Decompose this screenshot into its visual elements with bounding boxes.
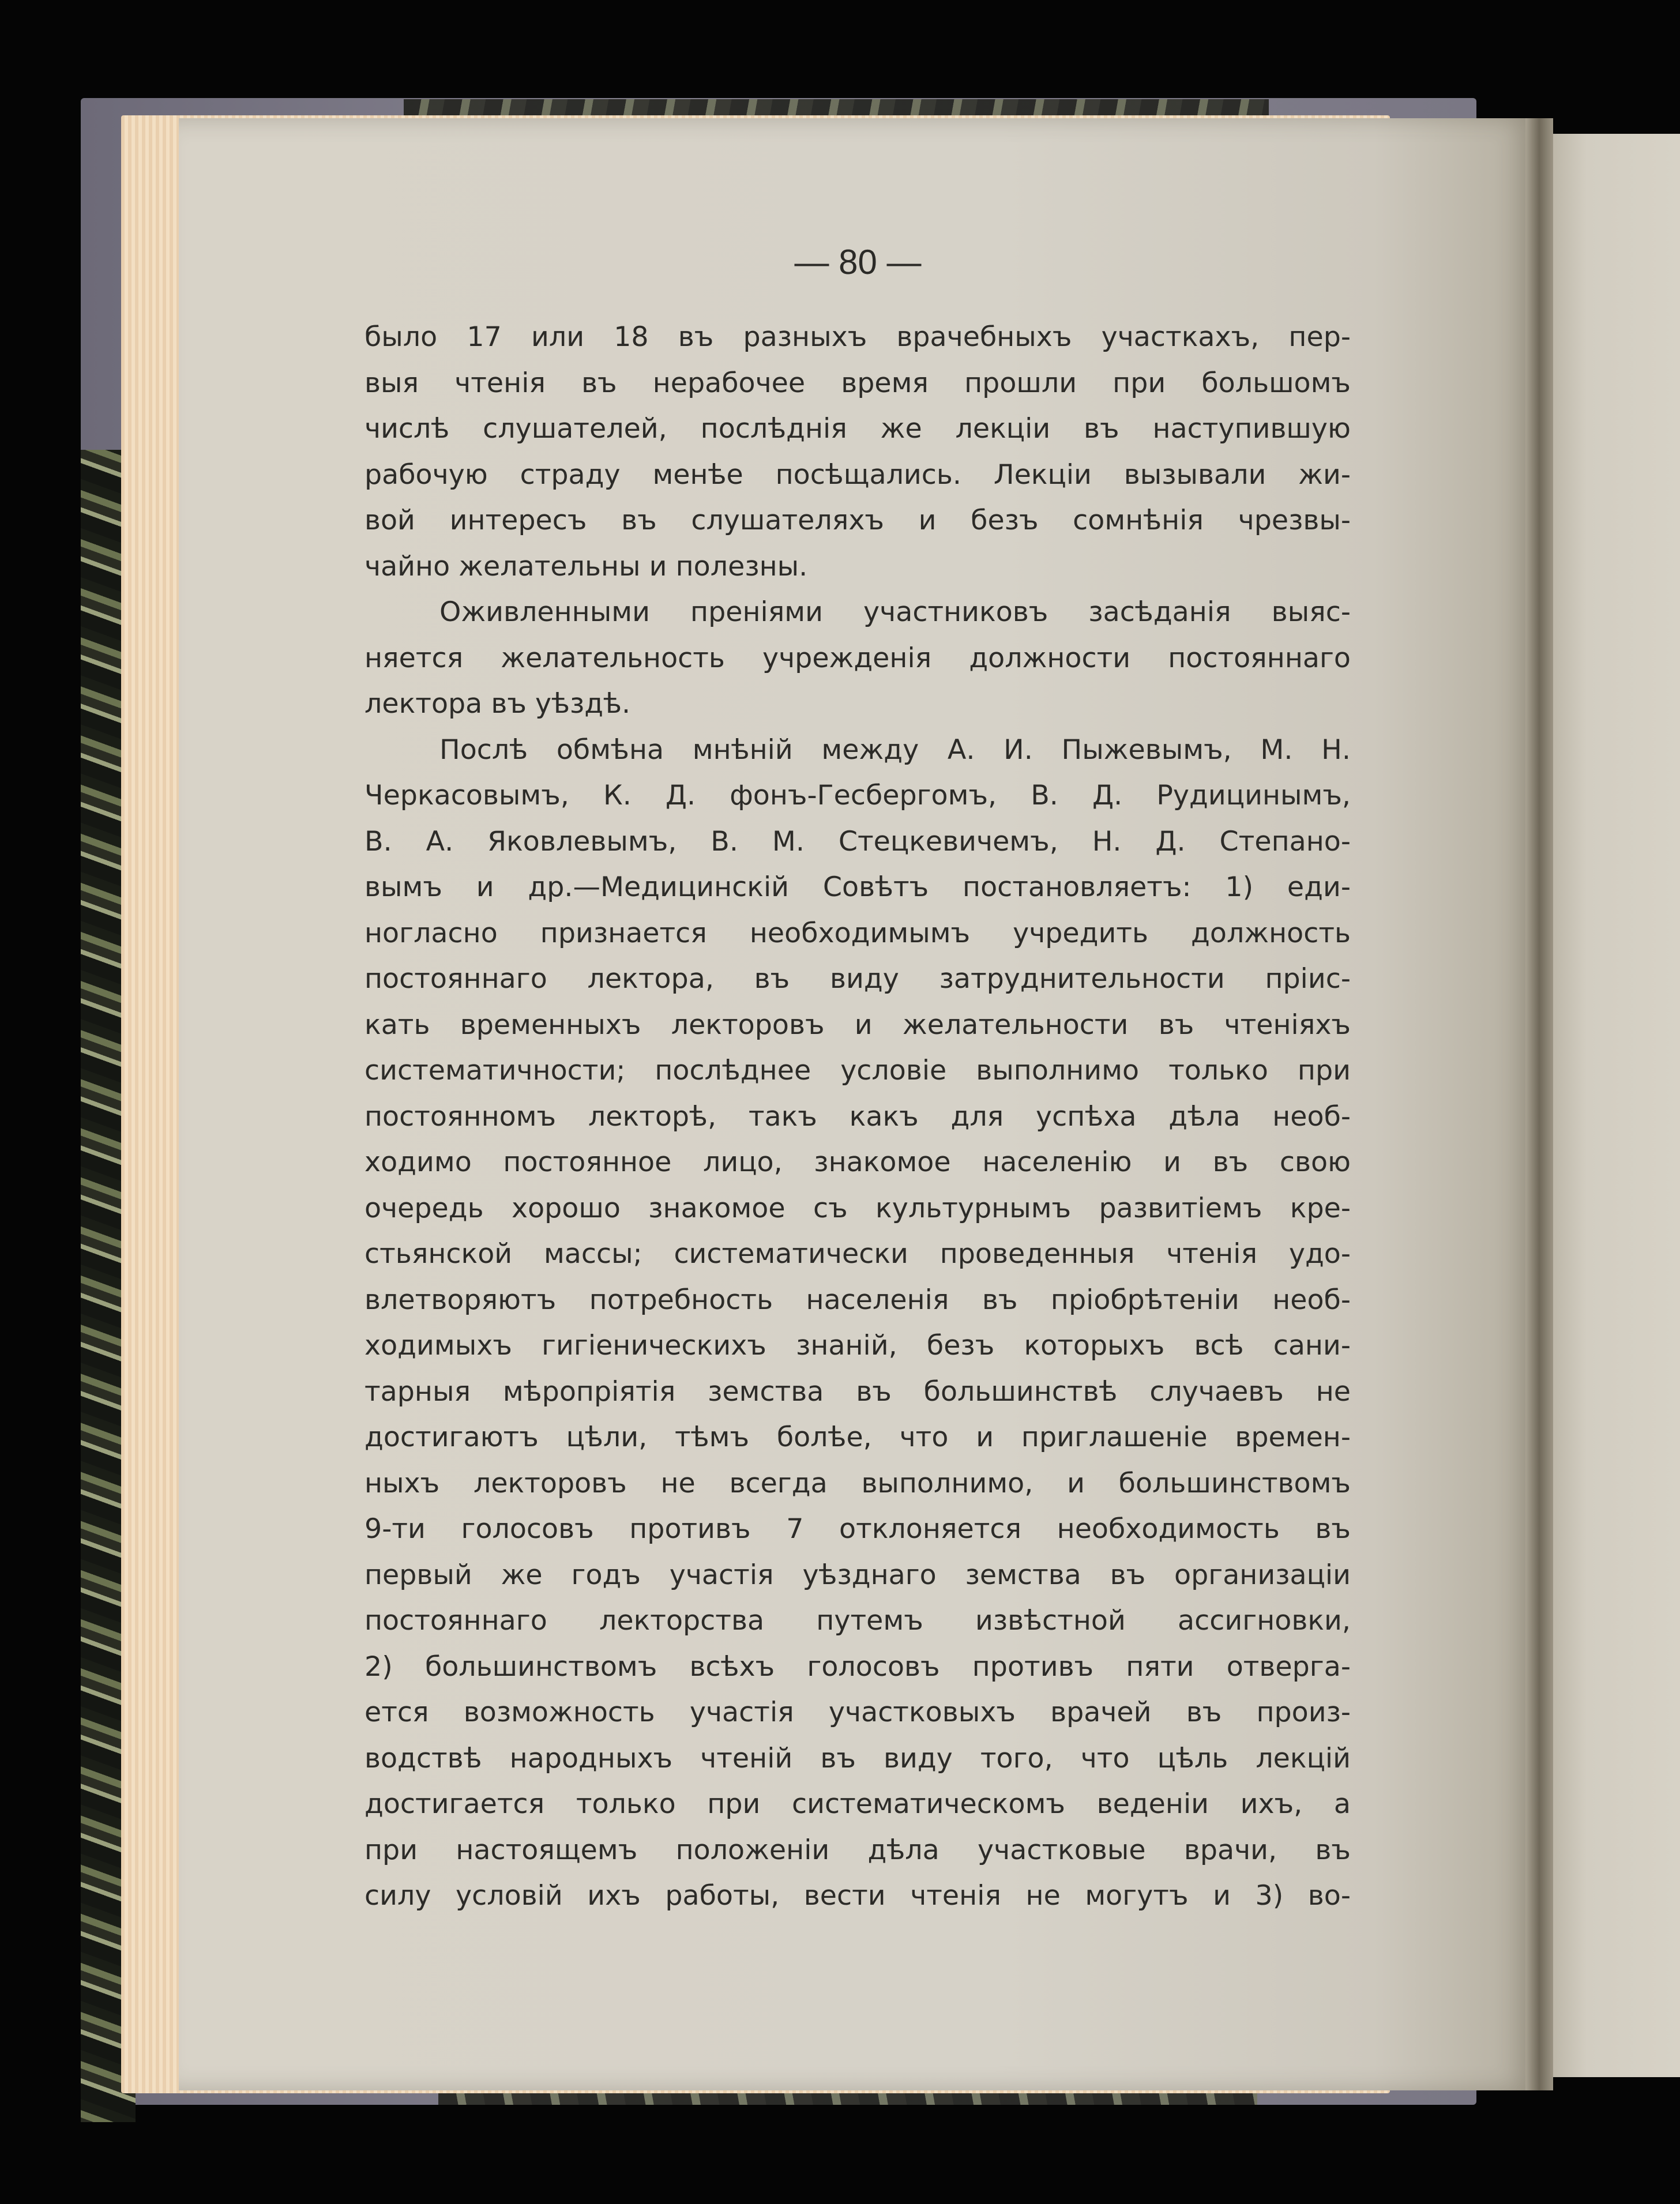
text-line: первый же годъ участія уѣзднаго земства въ организаціи (364, 1559, 1351, 1591)
text-line: вой интересъ въ слушателяхъ и безъ сомнѣнія чрезвы- (364, 505, 1351, 536)
text-line: влетворяютъ потребность населенія въ пріобрѣтеніи необ- (364, 1284, 1351, 1316)
facing-page (1547, 134, 1680, 2077)
text-line: ныхъ лекторовъ не всегда выполнимо, и большинствомъ (364, 1467, 1351, 1499)
text-line: Оживленными преніями участниковъ засѣданія выяс- (439, 596, 1351, 628)
text-line: В. А. Яковлевымъ, В. М. Стецкевичемъ, Н. Д. Степано- (364, 825, 1351, 857)
text-line: ходимыхъ гигіеническихъ знаній, безъ которыхъ всѣ сани- (364, 1330, 1351, 1361)
text-line: няется желательность учрежденія должности постояннаго (364, 642, 1351, 674)
text-line: числѣ слушателей, послѣднія же лекціи въ наступившую (364, 413, 1351, 445)
text-line: при настоящемъ положеніи дѣла участковые врачи, въ (364, 1834, 1351, 1866)
paragraph-3 (364, 727, 1351, 1919)
text-line: было 17 или 18 въ разныхъ врачебныхъ участкахъ, пер- (364, 321, 1351, 353)
text-line: Черкасовымъ, К. Д. фонъ-Гесбергомъ, В. Д. Рудицинымъ, (364, 780, 1351, 811)
text-line: ногласно признается необходимымъ учредить должность (364, 917, 1351, 949)
paragraph-1 (364, 314, 1351, 589)
text-line: ходимо постоянное лицо, знакомое населенію и въ свою (364, 1146, 1351, 1178)
text-line: кать временныхъ лекторовъ и желательности въ чтеніяхъ (364, 1009, 1351, 1041)
page-text (364, 314, 1351, 1919)
text-line: постояннаго лекторства путемъ извѣстной ассигновки, (364, 1605, 1351, 1637)
text-line: Послѣ обмѣна мнѣній между А. И. Пыжевымъ, М. Н. (439, 734, 1351, 766)
text-line: выя чтенія въ нерабочее время прошли при большомъ (364, 367, 1351, 399)
text-line: достигается только при систематическомъ веденіи ихъ, а (364, 1788, 1351, 1820)
text-line: чайно желательны и полезны. (364, 550, 808, 582)
page-number: — 80 — (794, 243, 922, 281)
text-line: силу условій ихъ работы, вести чтенія не могутъ и 3) во- (364, 1880, 1351, 1912)
text-line: водствѣ народныхъ чтеній въ виду того, что цѣль лекцій (364, 1742, 1351, 1774)
text-line: очередь хорошо знакомое съ культурнымъ развитіемъ кре- (364, 1192, 1351, 1224)
text-line: достигаютъ цѣли, тѣмъ болѣе, что и приглашеніе времен- (364, 1421, 1351, 1453)
text-line: рабочую страду менѣе посѣщались. Лекціи вызывали жи- (364, 458, 1351, 491)
text-line: лектора въ уѣздѣ. (364, 688, 631, 720)
text-line: 9-ти голосовъ противъ 7 отклоняется необходимость въ (364, 1513, 1351, 1545)
paragraph-2 (364, 589, 1351, 727)
text-line: стьянской массы; систематически проведенныя чтенія удо- (364, 1238, 1351, 1270)
text-line: систематичности; послѣднее условіе выполнимо только при (364, 1055, 1351, 1086)
text-line: тарныя мѣропріятія земства въ большинствѣ случаевъ не (364, 1375, 1351, 1408)
text-line: постояннаго лектора, въ виду затруднительности пріис- (364, 963, 1351, 995)
book-gutter (1525, 118, 1553, 2090)
text-line: ется возможность участія участковыхъ врачей въ произ- (364, 1697, 1351, 1728)
text-line: вымъ и др.—Медицинскій Совѣтъ постановляетъ: 1) еди- (364, 871, 1351, 903)
text-line: 2) большинствомъ всѣхъ голосовъ противъ пяти отверга- (364, 1650, 1351, 1683)
text-line: постоянномъ лекторѣ, такъ какъ для успѣха дѣла необ- (364, 1100, 1351, 1133)
